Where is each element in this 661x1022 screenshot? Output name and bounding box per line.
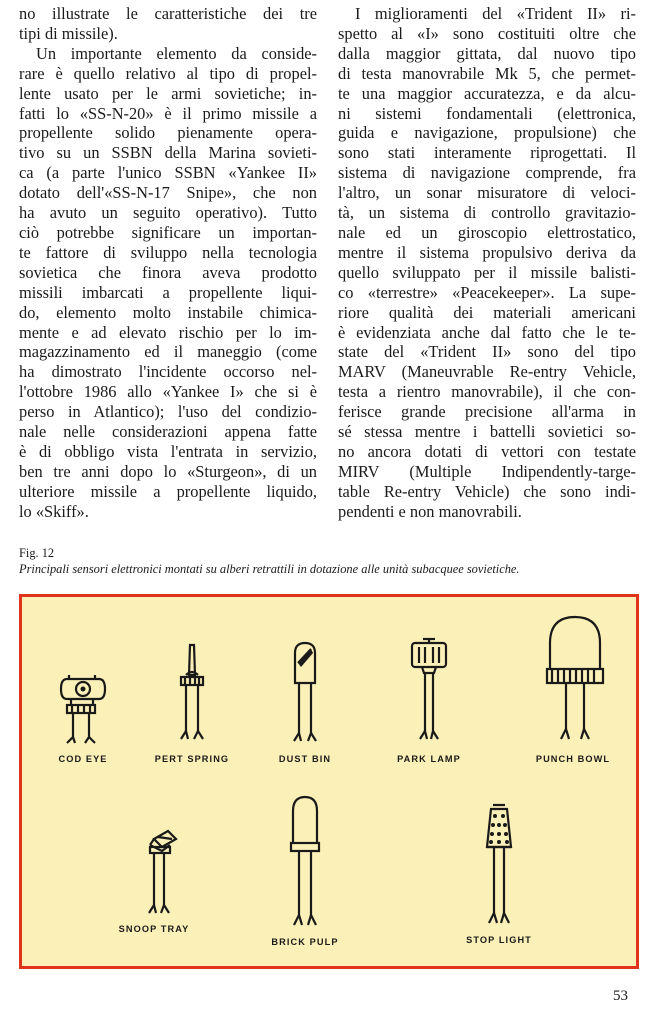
sensor-label: PARK LAMP <box>397 754 461 764</box>
sensor-cod-eye <box>55 671 115 751</box>
text-line: tà, un sistema di controllo gravitazio- <box>338 203 636 223</box>
text-line: Un importante elemento da conside- <box>36 43 317 63</box>
text-line: nale nelle considerazioni appena fatte <box>19 422 317 442</box>
sensor-label: STOP LIGHT <box>466 935 532 945</box>
text-line: sé stessa mentre i battelli sovietici so- <box>338 422 636 442</box>
text-line: di testa manovrabile Mk 5, che permet- <box>338 63 636 83</box>
text-line: state del «Trident II» sono del tipo <box>338 342 636 362</box>
pert-spring-icon <box>172 637 212 751</box>
left-text-column <box>19 4 317 522</box>
text-line: co «terrestre» «Peacekeeper». La supe- <box>338 282 636 302</box>
text-line: l'ottobre 1986 allo «Yankee I» che si è <box>19 382 317 402</box>
cod-eye-icon <box>55 671 115 751</box>
text-line: table Re-entry Vehicle) che sono indi- <box>338 481 636 501</box>
text-line: ca (a parte l'unico SSBN «Yankee II» <box>19 163 317 183</box>
text-line: missili imbarcati a propellente liqui- <box>19 282 317 302</box>
text-line: ha avuto un seguito operativo). Tutto <box>19 203 317 223</box>
sensor-park-lamp <box>406 637 452 751</box>
text-line: no ancora dotati di vettori con testate <box>338 441 636 461</box>
sensor-pert-spring <box>172 637 212 751</box>
text-line: do, elemento molto instabile chimica- <box>19 302 317 322</box>
brick-pulp-icon <box>283 793 327 935</box>
text-line: ciò potrebbe significare un importan- <box>19 222 317 242</box>
sensor-label: PUNCH BOWL <box>535 754 611 764</box>
text-line: I miglioramenti del «Trident II» ri- <box>355 4 636 23</box>
caption-text: Principali sensori elettronici montati su alberi retrattili in dotazione alle unità subacquee sovietiche. <box>19 562 520 576</box>
text-line: quello sviluppato per il missile balisti- <box>338 262 636 282</box>
text-line: magazzinamento ed il maneggio (come <box>19 342 317 362</box>
figure-caption <box>19 545 649 577</box>
snoop-tray-icon <box>140 827 180 921</box>
text-line: nale ed un giroscopio elettrostatico, <box>338 222 636 242</box>
text-line: MIRV (Multiple Indipendently-targe- <box>338 461 636 481</box>
text-line: l'altro, un sonar misuratore di veloci- <box>338 183 636 203</box>
text-line: è evidenziata anche dal fatto che le te- <box>338 322 636 342</box>
sensor-label: SNOOP TRAY <box>118 924 190 934</box>
sensor-label: DUST BIN <box>278 754 332 764</box>
text-line: ferisce grande precisione all'arma in <box>338 402 636 422</box>
text-line: lente usato per le armi sovietiche; in- <box>19 83 317 103</box>
page-number: 53 <box>613 988 628 1004</box>
text-line: perso in Atlantico); l'uso del condizio- <box>19 402 317 422</box>
text-line: sistema di navigazione comprende, fra <box>338 163 636 183</box>
text-line: riore qualità dei materiali americani <box>338 302 636 322</box>
text-line: propellente solido pienamente opera- <box>19 123 317 143</box>
text-line: ha dimostrato l'incidente occorso nel- <box>19 362 317 382</box>
sensor-brick-pulp <box>283 793 327 935</box>
park-lamp-icon <box>406 637 452 751</box>
text-line: testa a rientro manovrabile), il che con- <box>338 382 636 402</box>
text-line: lo «Skiff». <box>19 501 89 521</box>
sensor-figure <box>19 594 639 969</box>
sensor-label: PERT SPRING <box>154 754 230 764</box>
text-line: pendenti e non manovrabili. <box>338 501 522 521</box>
sensor-label: BRICK PULP <box>271 937 339 947</box>
dust-bin-icon <box>287 639 323 751</box>
sensor-dust-bin <box>287 639 323 751</box>
text-line: ni sistemi fondamentali (elettronica, <box>338 103 636 123</box>
text-line: spetto al «I» sono costituiti oltre che <box>338 23 636 43</box>
text-line: te una maggior accuratezza, e da alcu- <box>338 83 636 103</box>
text-line: tipi di missile). <box>19 23 118 43</box>
sensor-punch-bowl <box>542 613 608 751</box>
text-line: no illustrate le caratteristiche dei tre <box>19 4 317 23</box>
text-line: è di obbligo vista l'entrata in servizio, <box>19 441 317 461</box>
text-line: fatti lo «SS-N-20» è il primo missile a <box>19 103 317 123</box>
figure-number: Fig. 12 <box>19 546 55 560</box>
right-text-column <box>338 4 636 522</box>
text-line: ben tre anni dopo lo «Sturgeon», di un <box>19 461 317 481</box>
text-line: dalla maggior gittata, dal nuovo tipo <box>338 43 636 63</box>
text-line: mentre il sistema propulsivo deriva da <box>338 242 636 262</box>
punch-bowl-icon <box>542 613 608 751</box>
text-line: guida e navigazione, propulsione) che <box>338 123 636 143</box>
stop-light-icon <box>479 801 519 933</box>
text-line: mente e ad elevato rischio per lo im- <box>19 322 317 342</box>
text-line: dotato dell'«SS-N-17 Snipe», che non <box>19 183 317 203</box>
text-line: sovietica che finora aveva prodotto <box>19 262 317 282</box>
text-line: te fattore di sviluppo nella tecnologia <box>19 242 317 262</box>
text-line: tivo su un SSBN della Marina sovieti- <box>19 143 317 163</box>
sensor-stop-light <box>479 801 519 933</box>
sensor-snoop-tray <box>140 827 180 921</box>
text-line: sono stati interamente riprogettati. Il <box>338 143 636 163</box>
text-line: ulteriore missile a propellente liquido, <box>19 481 317 501</box>
sensor-label: COD EYE <box>58 754 108 764</box>
text-line: rare è quello relativo al tipo di propel- <box>19 63 317 83</box>
text-line: MARV (Maneuvrable Re-entry Vehicle, <box>338 362 636 382</box>
